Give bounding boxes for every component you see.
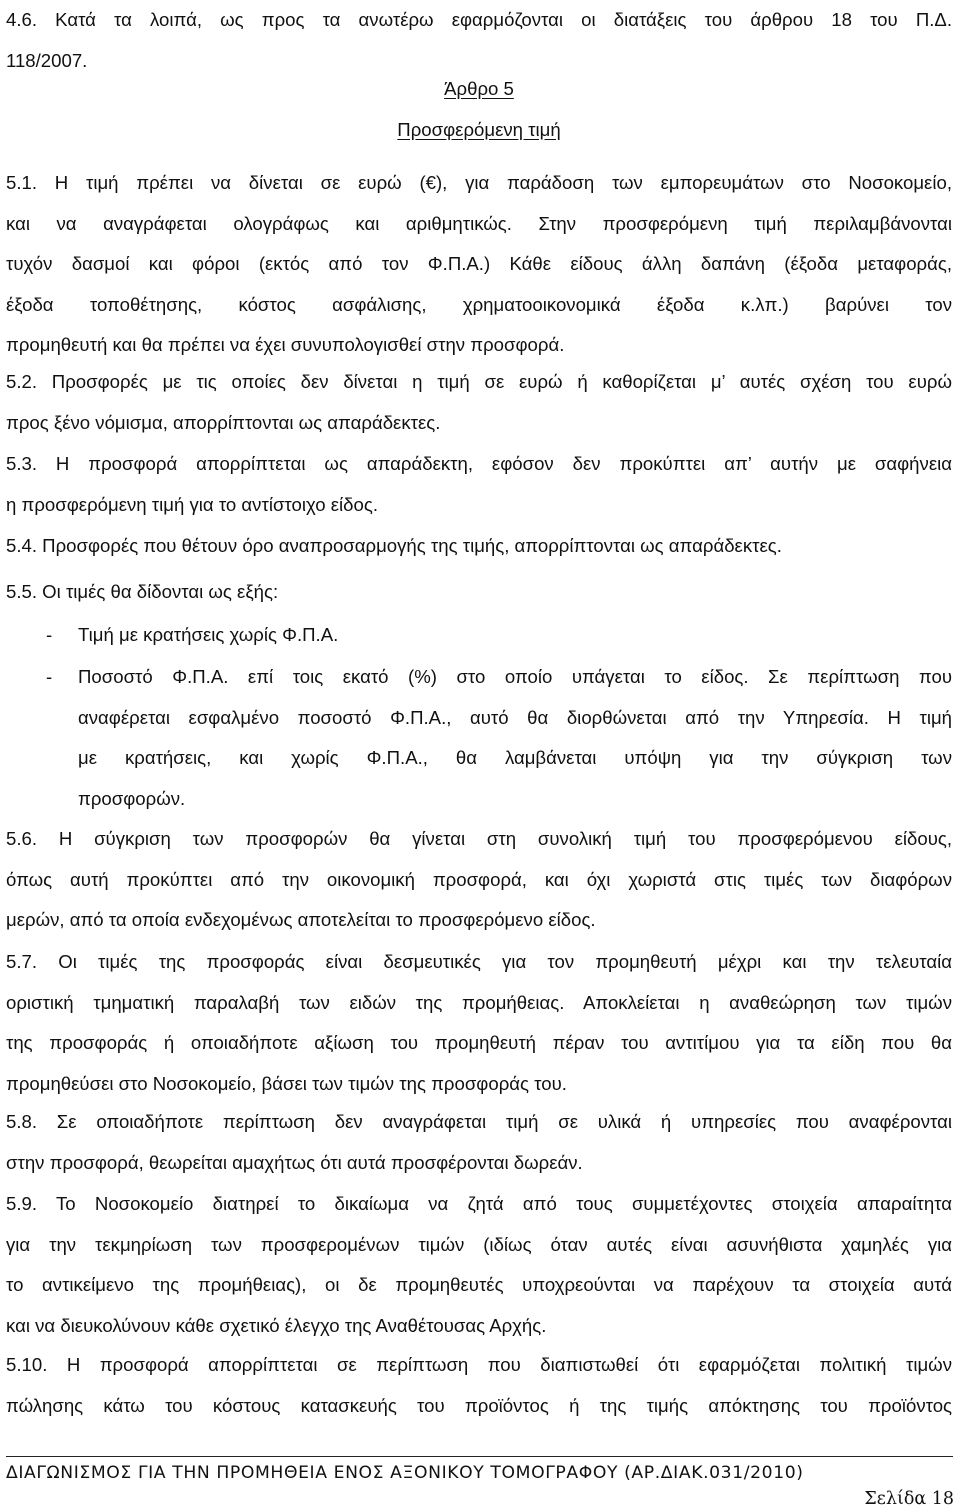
paragraph-5-7 [6,942,952,1104]
text-line: στην προσφορά, θεωρείται αμαχήτως ότι αυτά προσφέρονται δωρεάν. [6,1151,583,1173]
text-line: όπως αυτή προκύπτει από την οικονομική προσφορά, και όχι χωριστά στις τιμές των διαφόρων [6,868,952,890]
text-line: 5.4. Προσφορές που θέτουν όρο αναπροσαρμογής της τιμής, απορρίπτονται ως απαράδεκτες. [6,535,782,556]
text-line: 5.8. Σε οποιαδήποτε περίπτωση δεν αναγράφεται τιμή σε υλικά ή υπηρεσίες που αναφέρονται [6,1111,952,1132]
article-title: Άρθρο 5 [444,78,514,99]
paragraph-5-3 [6,444,952,525]
list-bullet: - [46,624,53,645]
text-line: 5.5. Οι τιμές θα δίδονται ως εξής: [6,581,279,602]
text-line: και να αναγράφεται ολογράφως και αριθμητικώς. Στην προσφερόμενη τιμή περιλαμβάνονται [6,212,952,234]
text-line: 5.7. Οι τιμές της προσφοράς είναι δεσμευτικές για τον προμηθευτή μέχρι και την τελευταία [6,951,952,972]
text-line: έξοδα τοποθέτησης, κόστος ασφάλισης, χρηματοοικονομικά έξοδα κ.λπ.) βαρύνει τον [6,293,952,315]
paragraph-5-1 [6,163,952,366]
article-subtitle: Προσφερόμενη τιμή [397,118,561,140]
page-number: Σελίδα 18 [864,1489,954,1509]
text-line: 5.10. Η προσφορά απορρίπτεται σε περίπτωση που διαπιστωθεί ότι εφαρμόζεται πολιτική τιμών [6,1354,952,1375]
list-item [6,657,952,821]
text-line: προμηθευτή και θα πρέπει να έχει συνυπολογισθεί στην προσφορά. [6,334,565,356]
footer-title: ΔΙΑΓΩΝΙΣΜΟΣ ΓΙΑ ΤΗΝ ΠΡΟΜΗΘΕΙΑ ΕΝΟΣ ΑΞΟΝΙΚΟΥ ΤΟΜΟΓΡΑΦΟΥ (ΑΡ.ΔΙΑΚ.031/2010) [6,1463,804,1483]
text-line: προσφορών. [78,787,186,809]
paragraph-5-10 [6,1345,952,1426]
text-line: και να διευκολύνουν κάθε σχετικό έλεγχο της Αναθέτουσας Αρχής. [6,1314,547,1336]
list-bullet: - [46,666,53,687]
text-line: 4.6. Κατά τα λοιπά, ως προς τα ανωτέρω εφαρμόζονται οι διατάξεις του άρθρου 18 του Π.Δ. [6,9,952,30]
footer-divider [6,1456,953,1457]
text-line: Ποσοστό Φ.Π.Α. επί τοις εκατό (%) στο οποίο υπάγεται το είδος. Σε περίπτωση που [78,666,952,687]
text-line: μερών, από τα οποία ενδεχομένως αποτελείται το προσφερόμενο είδος. [6,909,596,931]
text-line: με κρατήσεις, και χωρίς Φ.Π.Α., θα λαμβάνεται υπόψη για την σύγκριση των [78,747,952,769]
paragraph-5-2 [6,362,952,443]
text-line: 5.2. Προσφορές με τις οποίες δεν δίνεται η τιμή σε ευρώ ή καθορίζεται μ’ αυτές σχέση του ευρώ [6,371,952,392]
article-heading [6,69,952,150]
text-line: 5.6. Η σύγκριση των προσφορών θα γίνεται στη συνολική τιμή του προσφερόμενου είδους, [6,828,952,849]
list-item [6,615,952,656]
text-line: 5.9. Το Νοσοκομείο διατηρεί το δικαίωμα να ζητά από τους συμμετέχοντες στοιχεία απαραίτητα [6,1193,952,1214]
text-line: για την τεκμηρίωση των προσφερομένων τιμών (ιδίως όταν αυτές είναι ασυνήθιστα χαμηλές για [6,1233,952,1255]
text-line: 5.3. Η προσφορά απορρίπτεται ως απαράδεκτη, εφόσον δεν προκύπτει απ’ αυτήν με σαφήνεια [6,453,952,474]
text-line: αναφέρεται εσφαλμένο ποσοστό Φ.Π.Α., αυτό θα διορθώνεται από την Υπηρεσία. Η τιμή [78,706,952,728]
text-line: προμηθεύσει στο Νοσοκομείο, βάσει των τιμών της προσφοράς του. [6,1072,567,1094]
paragraph-5-8 [6,1102,952,1183]
text-line: οριστική τμηματική παραλαβή των ειδών της προμήθειας. Αποκλείεται η αναθεώρηση των τιμών [6,991,952,1013]
paragraph-5-4 [6,526,952,567]
text-line: της προσφοράς ή οποιαδήποτε αξίωση του προμηθευτή πέραν του αντιτίμου για τα είδη που θα [6,1032,952,1054]
text-line: προς ξένο νόμισμα, απορρίπτονται ως απαράδεκτες. [6,411,441,433]
text-line: τυχόν δασμοί και φόροι (εκτός από τον Φ.Π.Α.) Κάθε είδους άλλη δαπάνη (έξοδα μεταφοράς, [6,253,952,275]
paragraph-5-6 [6,819,952,941]
paragraph-5-9 [6,1184,952,1346]
text-line: 5.1. Η τιμή πρέπει να δίνεται σε ευρώ (€), για παράδοση των εμπορευμάτων στο Νοσοκομείο, [6,172,952,193]
text-line: πώλησης κάτω του κόστους κατασκευής του προϊόντος ή της τιμής απόκτησης του προϊόντος [6,1394,952,1416]
paragraph-5-5 [6,572,952,613]
text-line: το αντικείμενο της προμήθειας), οι δε προμηθευτές υποχρεούνται να παρέχουν τα στοιχεία αυτά [6,1274,952,1296]
text-line: 118/2007. [6,49,88,71]
text-line: η προσφερόμενη τιμή για το αντίστοιχο είδος. [6,493,378,515]
list-item-text: Τιμή με κρατήσεις χωρίς Φ.Π.Α. [78,624,339,645]
